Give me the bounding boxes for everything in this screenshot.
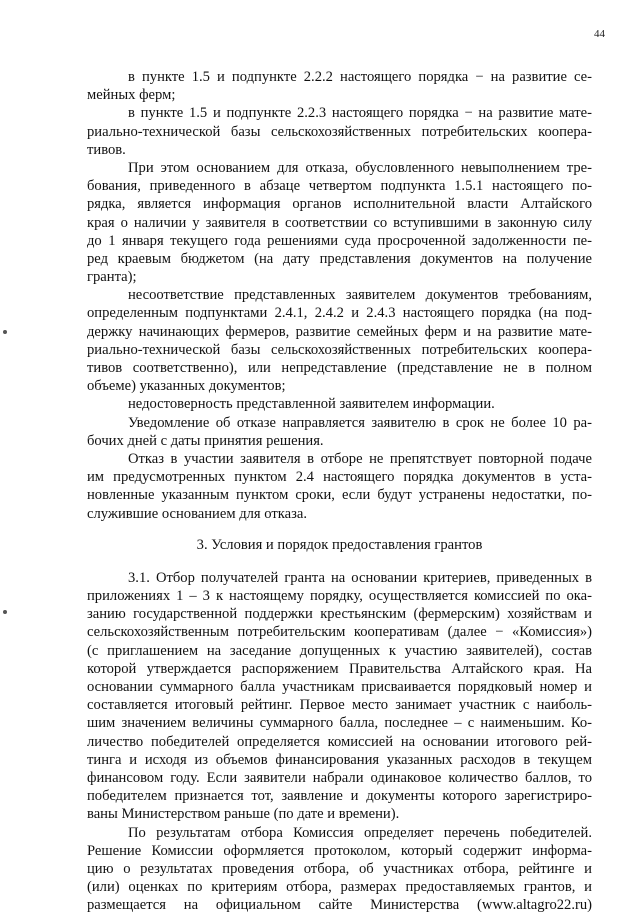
text-line: несоответствие представленных заявителем документов требованиям,: [87, 286, 592, 304]
text-line: размещается на официальном сайте Министерства (www.altagro22.ru): [87, 896, 592, 914]
paragraph: [87, 395, 592, 413]
text-line: тинга и исходя из объемов финансирования указанных расходов в текущем: [87, 751, 592, 769]
text-line: По результатам отбора Комиссия определяет перечень победителей.: [87, 824, 592, 842]
text-line: недостоверность представленной заявителем информации.: [87, 395, 592, 413]
section-heading: 3. Условия и порядок предоставления грантов: [87, 536, 592, 554]
text-line: гранта);: [87, 268, 592, 286]
text-line: служившие основанием для отказа.: [87, 505, 592, 523]
document-body: [87, 68, 592, 914]
text-line: бования, приведенного в абзаце четвертом подпункта 1.5.1 настоящего по-: [87, 177, 592, 195]
text-line: финансовом году. Если заявители набрали одинаковое количество баллов, то: [87, 769, 592, 787]
text-line: При этом основанием для отказа, обусловленного невыполнением тре-: [87, 159, 592, 177]
text-line: в пункте 1.5 и подпункте 2.2.2 настоящего порядка − на развитие се-: [87, 68, 592, 86]
text-line: которой утверждается распоряжением Правительства Алтайского края. На: [87, 660, 592, 678]
text-line: объеме) указанных документов;: [87, 377, 592, 395]
text-line: новленные указанным пунктом сроки, если будут устранены недостатки, по-: [87, 486, 592, 504]
text-line: ред краевым бюджетом (на дату представления документов на получение: [87, 250, 592, 268]
paragraph: [87, 414, 592, 450]
text-line: определенным подпунктами 2.4.1, 2.4.2 и 2.4.3 настоящего порядка (на под-: [87, 304, 592, 322]
scan-binder-mark: [3, 330, 7, 334]
paragraph: [87, 569, 592, 824]
text-line: Уведомление об отказе направляется заявителю в срок не более 10 ра-: [87, 414, 592, 432]
spacer: [87, 523, 592, 536]
text-line: держку начинающих фермеров, развитие семейных ферм и на развитие мате-: [87, 323, 592, 341]
text-line: бочих дней с даты принятия решения.: [87, 432, 592, 450]
text-line: им предусмотренных пунктом 2.4 настоящего порядка документов в уста-: [87, 468, 592, 486]
text-line: личество победителей определяется комиссией на основании итогового рей-: [87, 733, 592, 751]
paragraph: [87, 159, 592, 286]
spacer: [87, 554, 592, 569]
text-line: риально-технической базы сельскохозяйственных потребительских коопера-: [87, 341, 592, 359]
text-line: приложениях 1 – 3 к настоящему порядку, осуществляется комиссией по ока-: [87, 587, 592, 605]
text-line: до 1 января текущего года решениями суда просроченной задолженности пе-: [87, 232, 592, 250]
text-line: рядка, является информация органов исполнительной власти Алтайского: [87, 195, 592, 213]
page-number: 44: [594, 28, 605, 40]
text-line: (или) оценках по критериям отбора, размерах предоставляемых грантов, и: [87, 878, 592, 896]
paragraph: [87, 68, 592, 104]
text-line: ваны Министерством раньше (по дате и времени).: [87, 805, 592, 823]
text-line: (с приглашением на заседание допущенных к участию заявителей), состав: [87, 642, 592, 660]
text-line: победителем признается тот, заявление и документы которого зарегистриро-: [87, 787, 592, 805]
text-line: тивов соответственно), или непредставление (представление не в полном: [87, 359, 592, 377]
text-line: тивов.: [87, 141, 592, 159]
text-line: основании суммарного балла участникам присваивается порядковый номер и: [87, 678, 592, 696]
text-line: цию о результатах проведения отбора, об участниках отбора, рейтинге и: [87, 860, 592, 878]
text-line: Решение Комиссии оформляется протоколом, который содержит информа-: [87, 842, 592, 860]
text-line: шим значением величины суммарного балла, последнее – с наименьшим. Ко-: [87, 714, 592, 732]
text-line: занию государственной поддержки крестьянским (фермерским) хозяйствам и: [87, 605, 592, 623]
paragraph: [87, 104, 592, 159]
text-line: составляется итоговый рейтинг. Первое место занимает участник с наиболь-: [87, 696, 592, 714]
text-line: 3.1. Отбор получателей гранта на основании критериев, приведенных в: [87, 569, 592, 587]
text-line: края о наличии у заявителя в соответствии со вступившими в законную силу: [87, 214, 592, 232]
paragraph: [87, 824, 592, 914]
scan-binder-mark: [3, 610, 7, 614]
text-line: Отказ в участии заявителя в отборе не препятствует повторной подаче: [87, 450, 592, 468]
text-line: в пункте 1.5 и подпункте 2.2.3 настоящего порядка − на развитие мате-: [87, 104, 592, 122]
paragraph: [87, 450, 592, 523]
text-line: мейных ферм;: [87, 86, 592, 104]
text-line: риально-технической базы сельскохозяйственных потребительских коопера-: [87, 123, 592, 141]
text-line: сельскохозяйственным потребительским кооперативам (далее − «Комиссия»): [87, 623, 592, 641]
paragraph: [87, 286, 592, 395]
